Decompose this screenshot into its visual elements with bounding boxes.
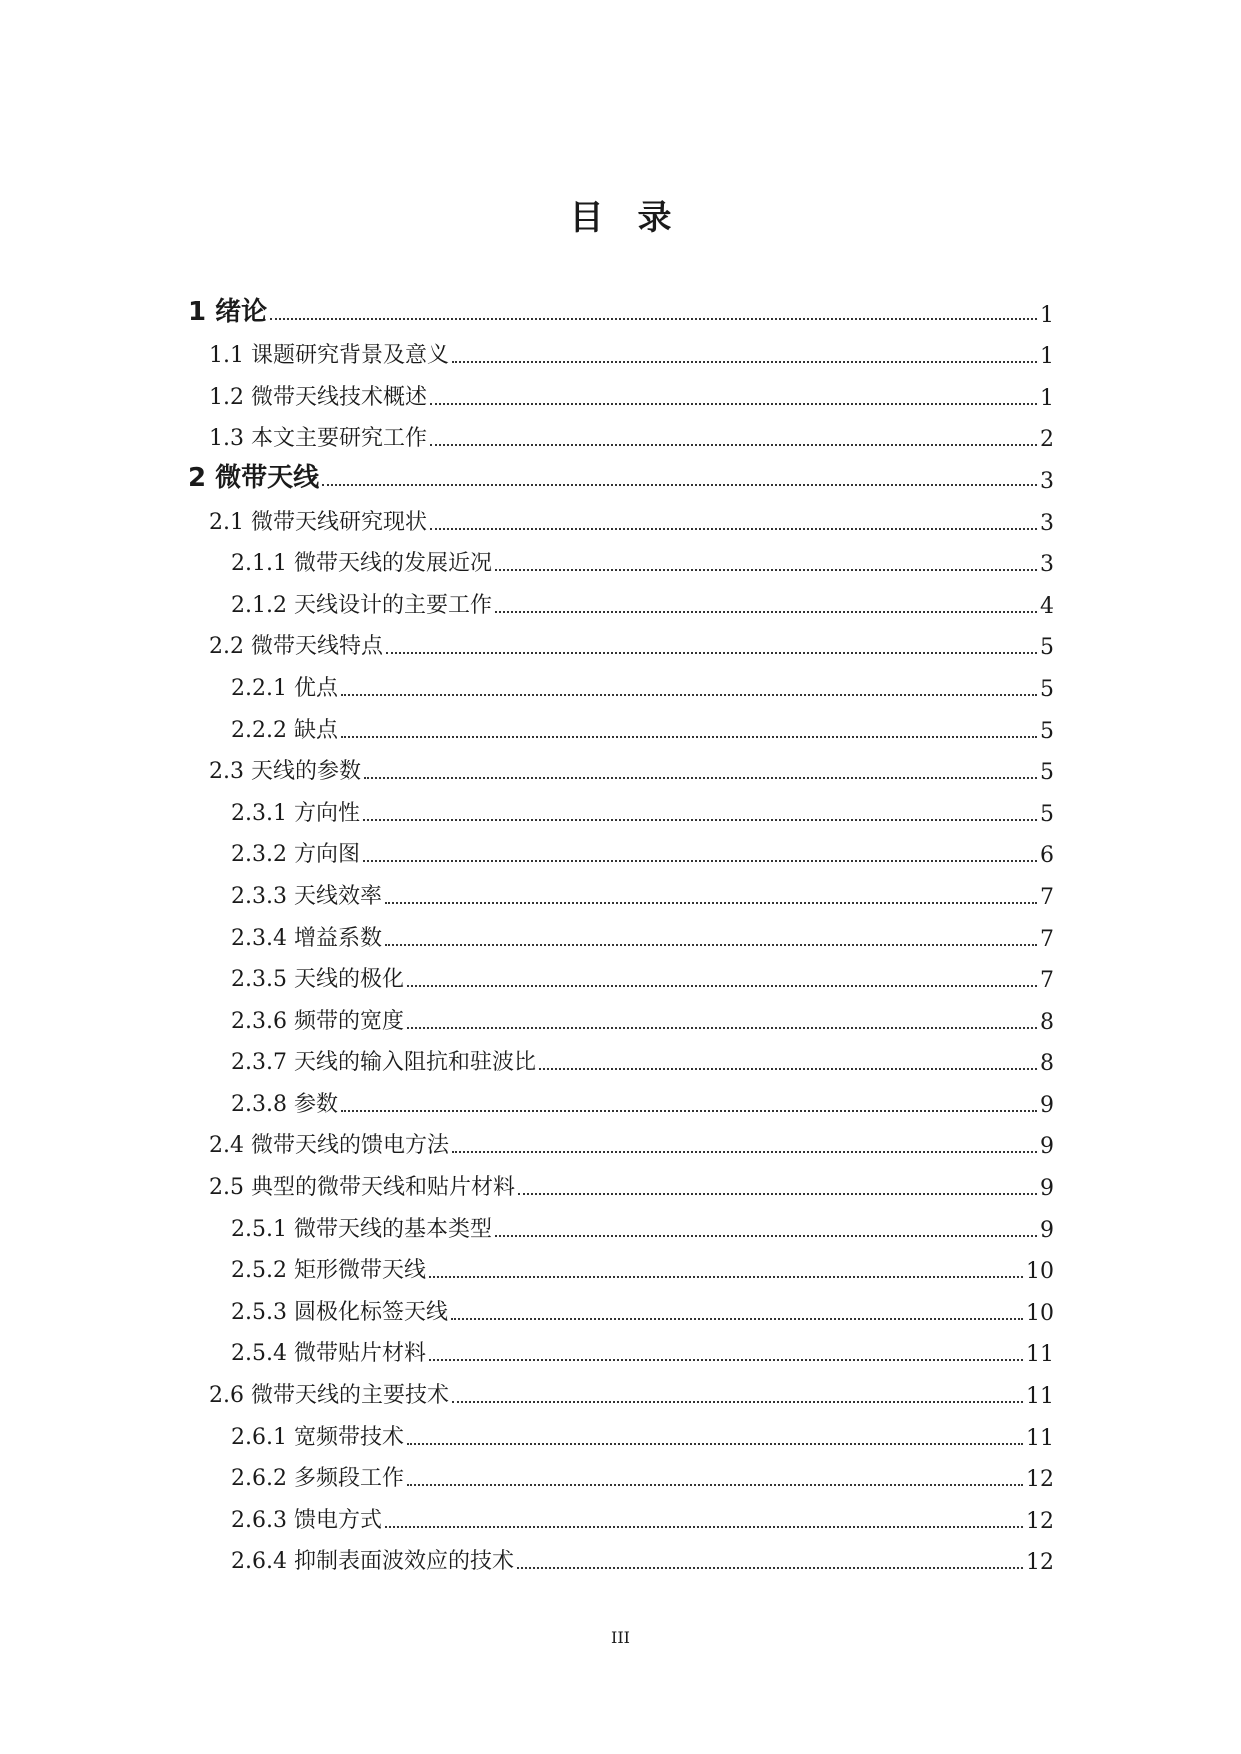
- toc-dot-leader: [341, 736, 1037, 738]
- toc-entry-number: 2.5.3: [231, 1299, 287, 1325]
- toc-entry-page: 3: [1040, 552, 1054, 578]
- toc-entry-page: 10: [1026, 1259, 1054, 1285]
- toc-entry-label: [209, 421, 427, 452]
- toc-entry-number: 2.5.1: [231, 1216, 287, 1242]
- toc-entry-number: 1: [188, 296, 207, 327]
- toc-entry-number: 2.6.3: [231, 1507, 287, 1533]
- toc-entry-label: [231, 1461, 404, 1492]
- toc-entry-text: 课题研究背景及意义: [251, 343, 450, 369]
- toc-entry-page: 4: [1040, 593, 1054, 619]
- toc-dot-leader: [430, 444, 1037, 446]
- toc-entry-text: 抑制表面波效应的技术: [293, 1549, 514, 1575]
- toc-entry[interactable]: [188, 494, 1054, 536]
- toc-dot-leader: [385, 1526, 1023, 1528]
- toc-dot-leader: [270, 318, 1037, 320]
- toc-entry-text: 微带贴片材料: [293, 1341, 426, 1367]
- toc-entry[interactable]: [188, 827, 1054, 869]
- toc-entry-page: 9: [1040, 1176, 1054, 1202]
- toc-entry-label: [231, 837, 360, 868]
- toc-dot-leader: [451, 1318, 1023, 1320]
- toc-dot-leader: [341, 1110, 1037, 1112]
- toc-entry-text: 微带天线: [215, 462, 320, 493]
- toc-entry-label: [231, 1045, 536, 1076]
- toc-entry-text: 微带天线的发展近况: [293, 551, 492, 577]
- toc-entry[interactable]: [188, 1035, 1054, 1077]
- toc-entry-label: [231, 546, 492, 577]
- toc-entry-number: 1.2: [209, 384, 244, 410]
- toc-entry-label: [231, 796, 360, 827]
- toc-entry[interactable]: [188, 369, 1054, 411]
- toc-entry-label: [188, 291, 267, 328]
- toc-entry[interactable]: [188, 536, 1054, 578]
- toc-dot-leader: [364, 777, 1037, 779]
- toc-entry-page: 5: [1040, 801, 1054, 827]
- toc-entry-number: 2.6.4: [231, 1549, 287, 1575]
- toc-entry-text: 微带天线研究现状: [251, 509, 428, 535]
- toc-entry-page: 8: [1040, 1051, 1054, 1077]
- toc-entry-text: 馈电方式: [293, 1507, 382, 1533]
- toc-entry[interactable]: [188, 1534, 1054, 1576]
- toc-entry[interactable]: [188, 868, 1054, 910]
- toc-entry-number: 2.1.2: [231, 592, 287, 618]
- toc-entry[interactable]: [188, 411, 1054, 453]
- toc-entry-label: [231, 1544, 514, 1575]
- toc-entry-number: 1.3: [209, 426, 244, 452]
- toc-dot-leader: [452, 1401, 1023, 1403]
- toc-entry-page: 12: [1026, 1550, 1054, 1576]
- toc-entry-page: 2: [1040, 427, 1054, 453]
- toc-entry-text: 微带天线的主要技术: [251, 1383, 450, 1409]
- toc-dot-leader: [495, 1235, 1037, 1237]
- toc-entry-text: 方向图: [293, 842, 360, 868]
- toc-entry-page: 5: [1040, 718, 1054, 744]
- toc-entry-page: 1: [1040, 302, 1054, 328]
- toc-entry-number: 2.2.1: [231, 675, 287, 701]
- toc-dot-leader: [517, 1567, 1023, 1569]
- toc-entry-label: [231, 671, 338, 702]
- toc-entry-label: [231, 1295, 448, 1326]
- toc-dot-leader: [430, 528, 1037, 530]
- toc-entry-text: 优点: [293, 675, 338, 701]
- toc-entry-text: 微带天线技术概述: [251, 384, 428, 410]
- toc-entry[interactable]: [188, 286, 1054, 328]
- toc-list: [188, 286, 1054, 1575]
- toc-entry-number: 2.3.2: [231, 842, 287, 868]
- toc-entry-page: 7: [1040, 884, 1054, 910]
- toc-entry[interactable]: [188, 1076, 1054, 1118]
- toc-entry-label: [209, 629, 383, 660]
- toc-entry-page: 9: [1040, 1134, 1054, 1160]
- toc-entry[interactable]: [188, 952, 1054, 994]
- toc-entry-number: 2.2: [209, 634, 244, 660]
- toc-entry[interactable]: [188, 1326, 1054, 1368]
- toc-dot-leader: [385, 944, 1037, 946]
- toc-dot-leader: [430, 403, 1037, 405]
- toc-entry-number: 2.3.3: [231, 883, 287, 909]
- toc-entry-number: 2.5.2: [231, 1258, 287, 1284]
- toc-dot-leader: [363, 860, 1037, 862]
- toc-dot-leader: [407, 985, 1037, 987]
- toc-dot-leader: [407, 1443, 1023, 1445]
- toc-entry-number: 2.6.1: [231, 1424, 287, 1450]
- toc-entry[interactable]: [188, 619, 1054, 661]
- toc-dot-leader: [495, 611, 1037, 613]
- toc-entry[interactable]: [188, 702, 1054, 744]
- toc-entry-label: [231, 962, 404, 993]
- toc-entry-label: [231, 713, 338, 744]
- toc-entry-page: 1: [1040, 344, 1054, 370]
- toc-entry[interactable]: [188, 1243, 1054, 1285]
- toc-entry-number: 2.6.2: [231, 1466, 287, 1492]
- toc-entry[interactable]: [188, 910, 1054, 952]
- toc-entry[interactable]: [188, 993, 1054, 1035]
- toc-entry-text: 增益系数: [293, 925, 382, 951]
- toc-entry-label: [188, 457, 319, 494]
- toc-entry[interactable]: [188, 660, 1054, 702]
- toc-entry-text: 微带天线的馈电方法: [251, 1133, 450, 1159]
- toc-dot-leader: [407, 1484, 1023, 1486]
- toc-entry-number: 2: [188, 462, 207, 493]
- toc-entry-label: [231, 1253, 426, 1284]
- toc-entry-label: [209, 1170, 515, 1201]
- toc-entry-text: 矩形微带天线: [293, 1258, 426, 1284]
- toc-entry[interactable]: [188, 1492, 1054, 1534]
- toc-entry-text: 频带的宽度: [293, 1008, 404, 1034]
- toc-dot-leader: [386, 652, 1037, 654]
- toc-dot-leader: [452, 1151, 1037, 1153]
- toc-entry-number: 2.1: [209, 509, 244, 535]
- toc-entry-page: 10: [1026, 1300, 1054, 1326]
- toc-entry-number: 2.3.1: [231, 800, 287, 826]
- toc-entry-label: [231, 1503, 382, 1534]
- toc-entry[interactable]: [188, 744, 1054, 786]
- toc-entry-page: 7: [1040, 968, 1054, 994]
- toc-dot-leader: [518, 1193, 1037, 1195]
- toc-entry[interactable]: [188, 1451, 1054, 1493]
- toc-entry-number: 2.4: [209, 1133, 244, 1159]
- toc-entry-number: 2.6: [209, 1383, 244, 1409]
- toc-entry-text: 典型的微带天线和贴片材料: [251, 1175, 516, 1201]
- toc-dot-leader: [407, 1027, 1037, 1029]
- toc-entry-text: 本文主要研究工作: [251, 426, 428, 452]
- toc-entry-page: 3: [1040, 510, 1054, 536]
- toc-entry-number: 2.3: [209, 759, 244, 785]
- toc-entry-label: [209, 754, 361, 785]
- toc-entry-text: 参数: [293, 1091, 338, 1117]
- toc-entry-label: [231, 1420, 404, 1451]
- toc-dot-leader: [539, 1068, 1037, 1070]
- toc-entry-page: 11: [1026, 1425, 1054, 1451]
- toc-entry[interactable]: [188, 1118, 1054, 1160]
- toc-entry-text: 微带天线的基本类型: [293, 1216, 492, 1242]
- toc-entry-page: 11: [1026, 1384, 1054, 1410]
- toc-entry-text: 方向性: [293, 800, 360, 826]
- toc-entry-page: 5: [1040, 676, 1054, 702]
- toc-entry-label: [231, 1212, 492, 1243]
- toc-entry-label: [209, 505, 427, 536]
- toc-dot-leader: [452, 361, 1037, 363]
- toc-entry-label: [231, 588, 492, 619]
- toc-entry-text: 宽频带技术: [293, 1424, 404, 1450]
- toc-entry-text: 天线的参数: [251, 759, 362, 785]
- toc-dot-leader: [429, 1359, 1023, 1361]
- toc-entry-number: 2.1.1: [231, 551, 287, 577]
- toc-entry-page: 12: [1026, 1508, 1054, 1534]
- toc-entry-text: 天线的输入阻抗和驻波比: [293, 1050, 536, 1076]
- toc-entry-text: 多频段工作: [293, 1466, 404, 1492]
- toc-entry-page: 5: [1040, 635, 1054, 661]
- toc-entry[interactable]: [188, 328, 1054, 370]
- toc-dot-leader: [495, 569, 1037, 571]
- toc-entry-page: 8: [1040, 1009, 1054, 1035]
- toc-entry-text: 天线的极化: [293, 967, 404, 993]
- toc-entry-label: [231, 921, 382, 952]
- toc-entry-number: 2.3.5: [231, 967, 287, 993]
- toc-entry-page: 6: [1040, 843, 1054, 869]
- toc-entry-page: 9: [1040, 1092, 1054, 1118]
- toc-entry-number: 2.3.7: [231, 1050, 287, 1076]
- toc-entry-page: 1: [1040, 385, 1054, 411]
- toc-entry-page: 7: [1040, 926, 1054, 952]
- toc-entry-number: 2.5: [209, 1175, 244, 1201]
- toc-entry-number: 2.2.2: [231, 717, 287, 743]
- toc-entry-page: 5: [1040, 760, 1054, 786]
- toc-entry-number: 2.3.8: [231, 1091, 287, 1117]
- toc-entry[interactable]: [188, 577, 1054, 619]
- toc-entry-page: 12: [1026, 1467, 1054, 1493]
- toc-dot-leader: [322, 484, 1037, 486]
- toc-entry-label: [231, 1087, 338, 1118]
- toc-entry-text: 天线设计的主要工作: [293, 592, 492, 618]
- toc-entry-page: 3: [1040, 468, 1054, 494]
- toc-entry-text: 微带天线特点: [251, 634, 384, 660]
- toc-entry-number: 2.5.4: [231, 1341, 287, 1367]
- toc-entry-label: [231, 1004, 404, 1035]
- toc-entry-label: [231, 879, 382, 910]
- page-number: III: [611, 1628, 630, 1647]
- toc-entry-number: 2.3.4: [231, 925, 287, 951]
- toc-entry[interactable]: [188, 1159, 1054, 1201]
- toc-entry-number: 1.1: [209, 343, 244, 369]
- toc-entry-text: 圆极化标签天线: [293, 1299, 448, 1325]
- toc-entry-page: 11: [1026, 1342, 1054, 1368]
- toc-entry[interactable]: [188, 785, 1054, 827]
- toc-title: 目 录: [569, 198, 672, 238]
- toc-entry-label: [209, 380, 427, 411]
- toc-entry-text: 绪论: [215, 296, 268, 327]
- toc-entry-number: 2.3.6: [231, 1008, 287, 1034]
- toc-entry[interactable]: [188, 1201, 1054, 1243]
- toc-entry[interactable]: [188, 452, 1054, 494]
- toc-entry-label: [209, 1378, 449, 1409]
- toc-entry[interactable]: [188, 1367, 1054, 1409]
- toc-dot-leader: [385, 902, 1037, 904]
- toc-entry-page: 9: [1040, 1217, 1054, 1243]
- toc-entry-label: [231, 1336, 426, 1367]
- toc-entry-label: [209, 1128, 449, 1159]
- toc-entry[interactable]: [188, 1284, 1054, 1326]
- toc-entry-label: [209, 338, 449, 369]
- toc-entry-text: 缺点: [293, 717, 338, 743]
- toc-dot-leader: [429, 1276, 1023, 1278]
- toc-dot-leader: [363, 819, 1037, 821]
- toc-entry-text: 天线效率: [293, 883, 382, 909]
- toc-dot-leader: [341, 694, 1037, 696]
- toc-entry[interactable]: [188, 1409, 1054, 1451]
